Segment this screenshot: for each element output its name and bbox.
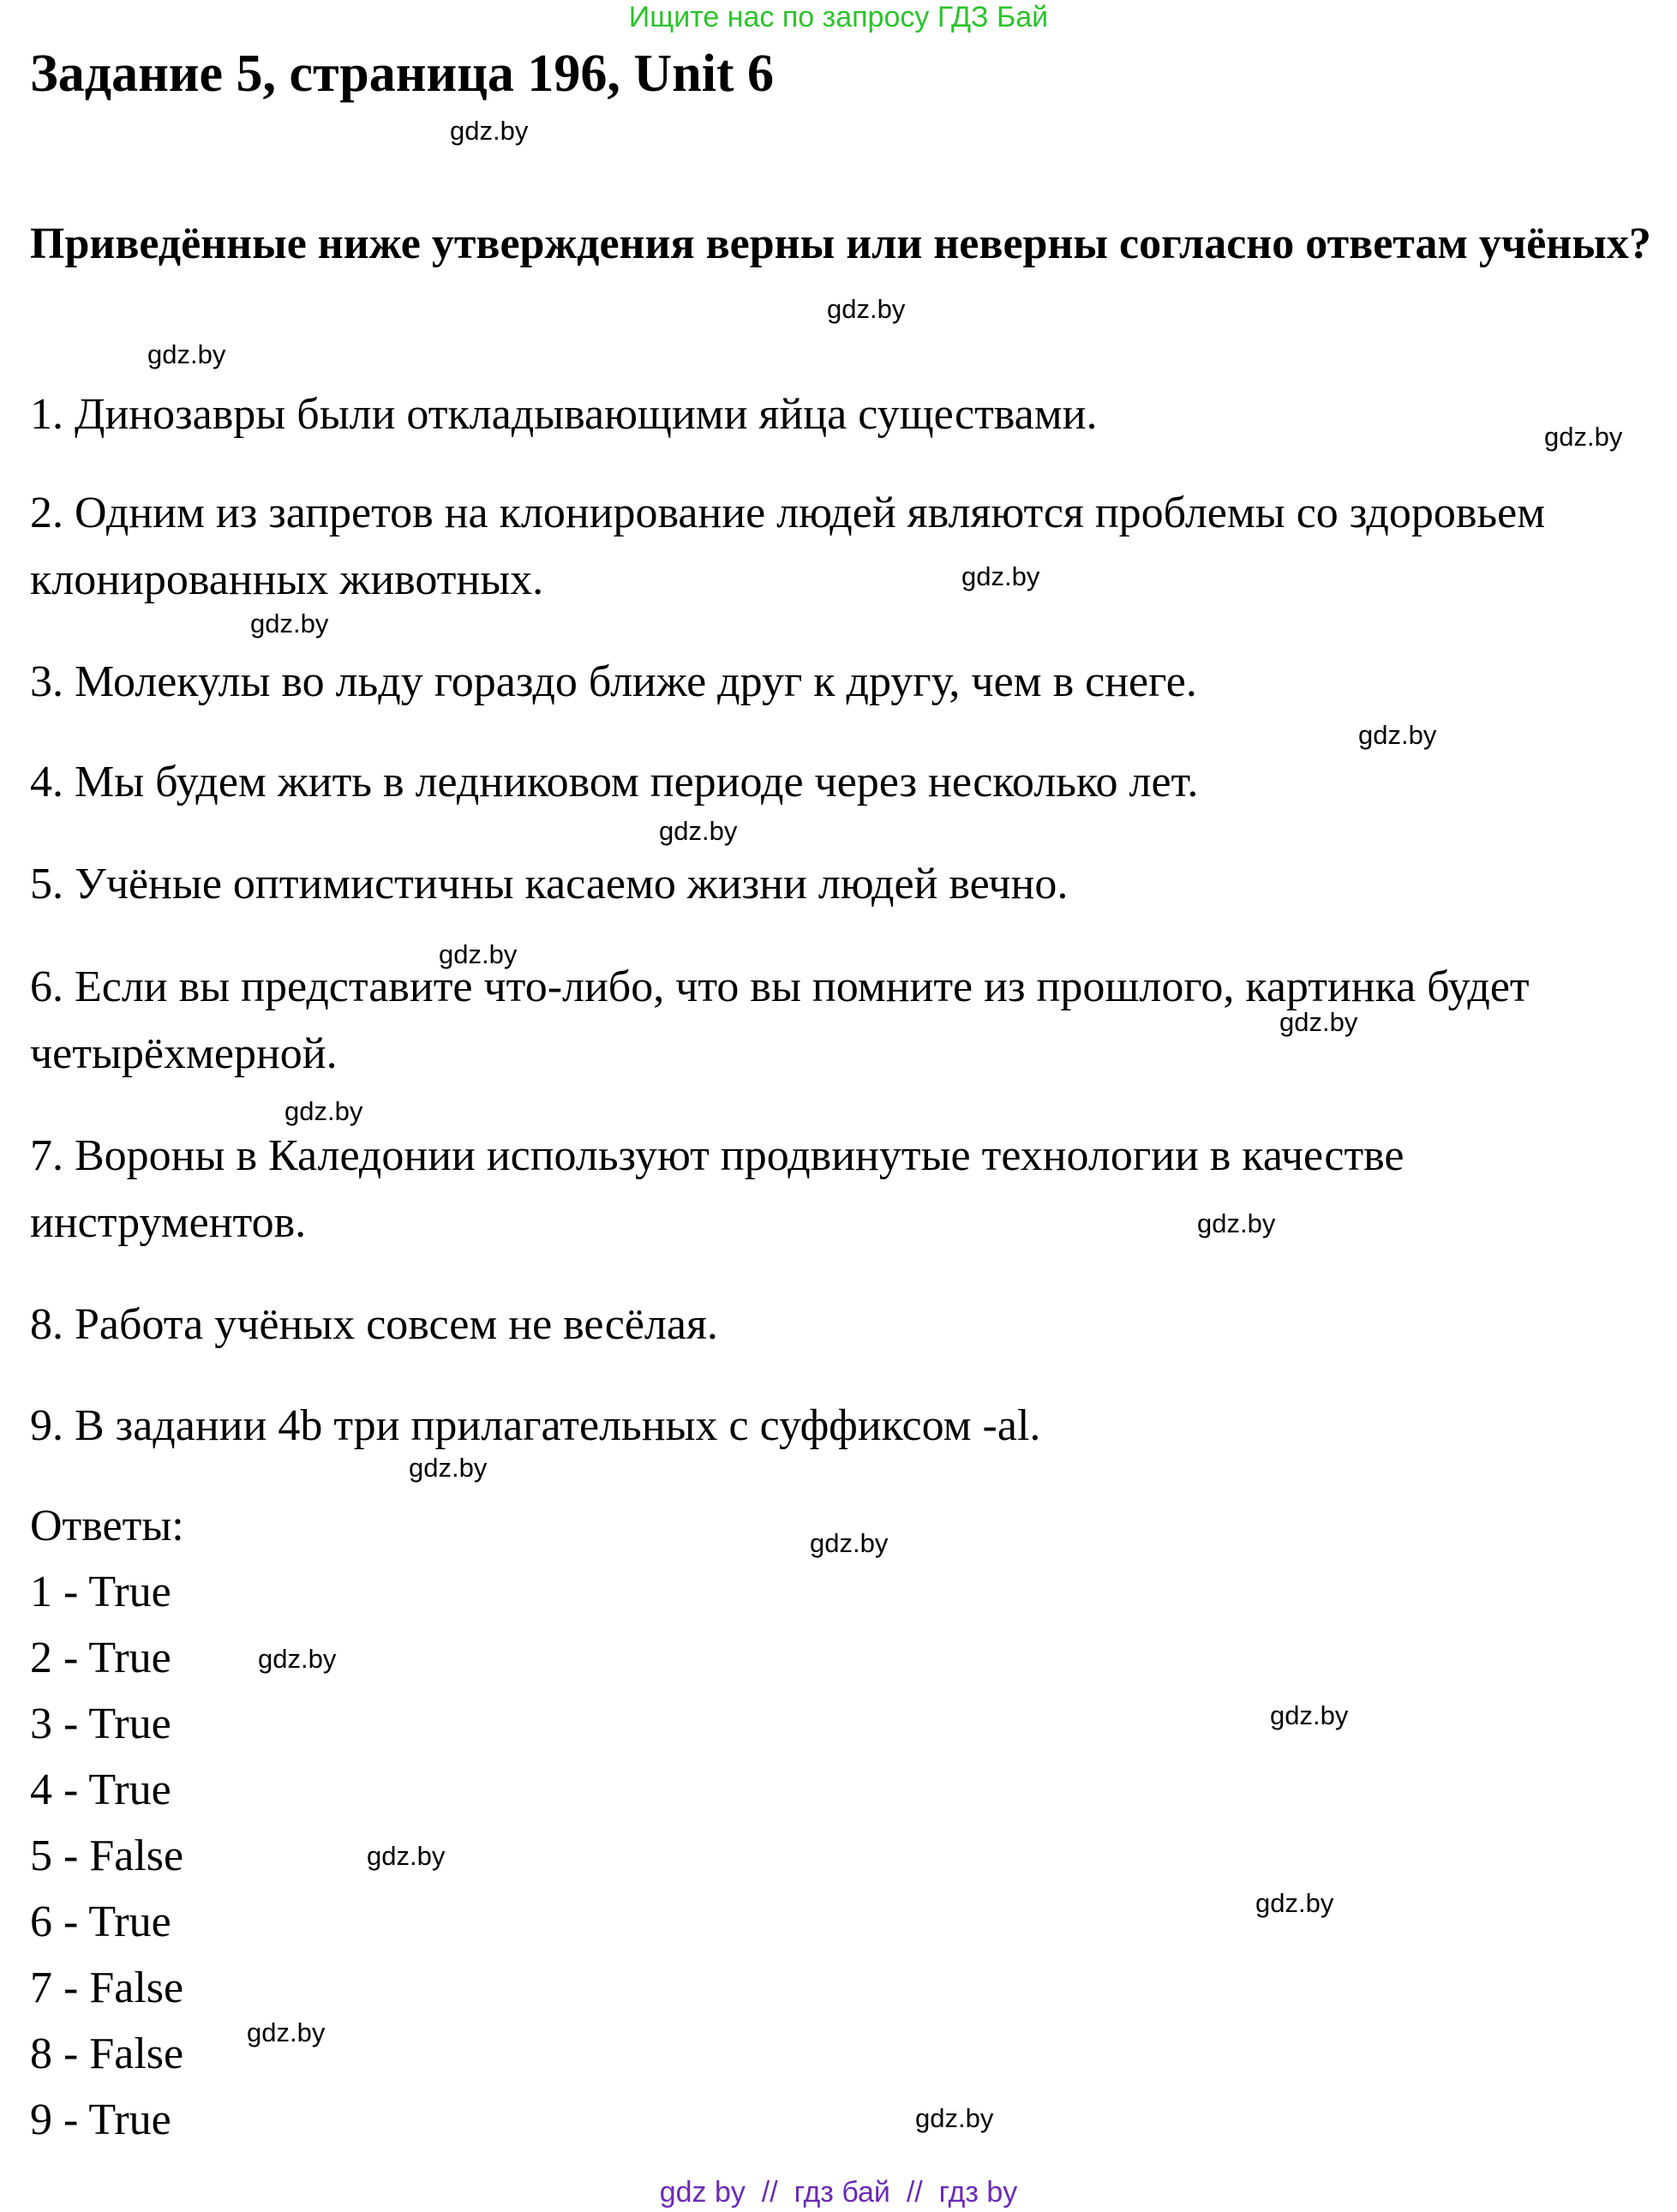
statement-5: 5. Учёные оптимистичны касаемо жизни людей вечно. <box>30 860 1069 908</box>
footer-links[interactable]: gdz by // гдз бай // гдз by <box>659 2176 1018 2209</box>
watermark: gdz.by <box>147 339 226 369</box>
page-title: Задание 5, страница 196, Unit 6 <box>30 45 775 103</box>
watermark: gdz.by <box>250 608 329 638</box>
statement-4: 4. Мы будем жить в ледниковом периоде через несколько лет. <box>30 758 1199 806</box>
statement-3: 3. Молекулы во льду гораздо ближе друг к другу, чем в снеге. <box>30 657 1197 706</box>
watermark: gdz.by <box>659 816 738 846</box>
answer-2: 2 - True <box>30 1634 171 1682</box>
watermark: gdz.by <box>439 939 518 969</box>
statement-7: 7. Вороны в Каледонии используют продвинутые технологии в качестве инструментов. <box>30 1131 1404 1247</box>
statement-6: 6. Если вы представите что-либо, что вы помните из прошлого, картинка будет четырёхмерной. <box>30 962 1530 1078</box>
answer-8: 8 - False <box>30 2029 184 2078</box>
watermark: gdz.by <box>367 1841 446 1871</box>
answers-label: Ответы: <box>30 1502 184 1550</box>
statement-1: 1. Динозавры были откладывающими яйца существами. <box>30 390 1098 439</box>
statement-2: 2. Одним из запретов на клонирование людей являются проблемы со здоровьем клонированных животных. <box>30 489 1546 604</box>
watermark: gdz.by <box>409 1453 488 1483</box>
search-hint-link[interactable]: Ищите нас по запросу ГДЗ Бай <box>628 1 1049 33</box>
task-instruction: Приведённые ниже утверждения верны или неверны согласно ответам учёных? <box>30 219 1651 268</box>
answer-9: 9 - True <box>30 2095 171 2144</box>
answer-5: 5 - False <box>30 1831 184 1880</box>
answer-7: 7 - False <box>30 1963 184 2012</box>
watermark: gdz.by <box>827 294 906 324</box>
watermark: gdz.by <box>1358 720 1437 750</box>
watermark: gdz.by <box>810 1528 889 1558</box>
watermark: gdz.by <box>1197 1208 1276 1238</box>
watermark: gdz.by <box>915 2103 994 2133</box>
watermark: gdz.by <box>247 2017 326 2047</box>
watermark: gdz.by <box>450 116 529 146</box>
answer-6: 6 - True <box>30 1897 171 1946</box>
watermark: gdz.by <box>961 561 1040 591</box>
statement-9: 9. В задании 4b три прилагательных с суффиксом -al. <box>30 1401 1041 1450</box>
watermark: gdz.by <box>1279 1007 1358 1037</box>
answer-4: 4 - True <box>30 1765 171 1814</box>
statement-8: 8. Работа учёных совсем не весёлая. <box>30 1300 718 1349</box>
watermark: gdz.by <box>258 1644 337 1674</box>
watermark: gdz.by <box>1544 422 1623 452</box>
watermark: gdz.by <box>284 1096 363 1126</box>
answer-1: 1 - True <box>30 1568 171 1616</box>
watermark: gdz.by <box>1270 1700 1349 1730</box>
answer-3: 3 - True <box>30 1699 171 1748</box>
watermark: gdz.by <box>1255 1888 1334 1918</box>
